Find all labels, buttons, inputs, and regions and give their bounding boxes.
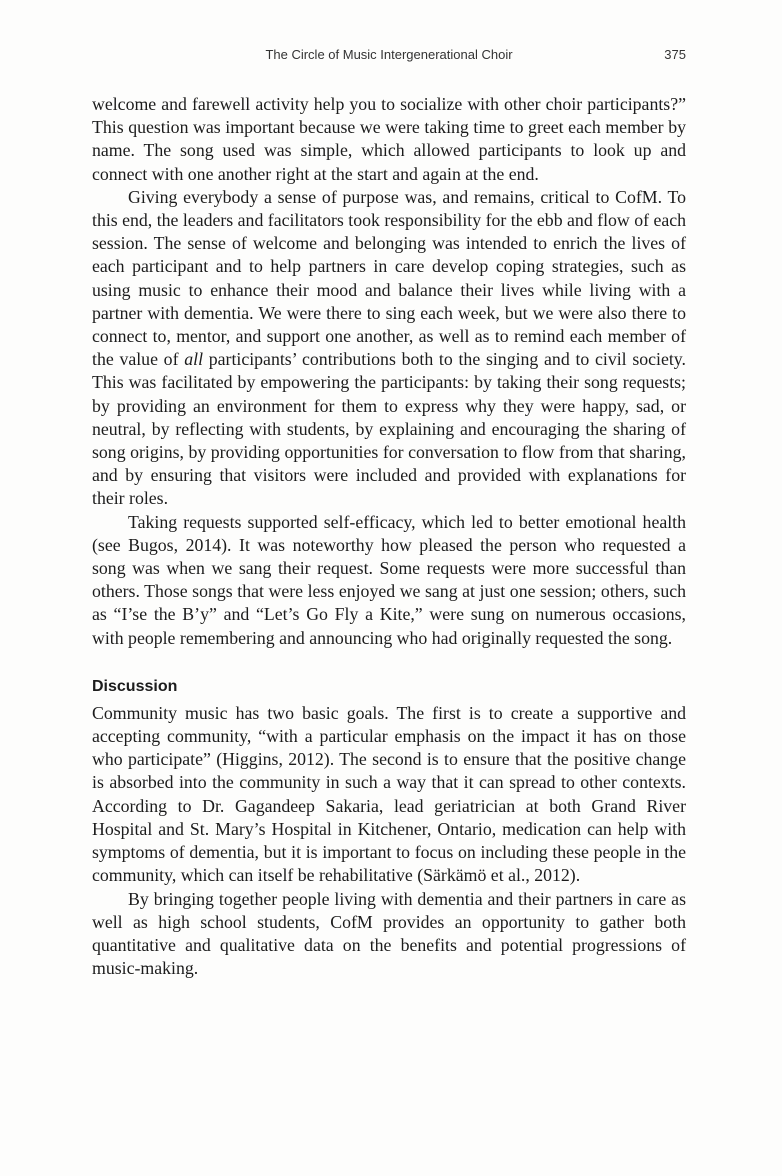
body-text <box>92 93 686 980</box>
paragraph-sense-of-purpose-part-2: participants’ contributions both to the singing and to civil society. This was facilitated by empowering the participants: by taking their song requests; by providing an environment for them to express why they were happy, sad, or neutral, by reflecting with students, by explaining and encouraging the sharing of song origins, by providing opportunities for conversation to flow from that sharing, and by ensuring that visitors were included and provided with explanations for their roles. <box>92 349 686 509</box>
section-heading-discussion: Discussion <box>92 677 178 695</box>
paragraph-sense-of-purpose <box>92 186 686 511</box>
paragraph-welcome-continued: welcome and farewell activity help you to socialize with other choir participants?” This question was important because we were taking time to greet each member by name. The song used was simple, which allowed participants to look up and connect with one another right at the start and again at the end. <box>92 94 686 184</box>
page-number: 375 <box>664 47 686 62</box>
paragraph-community-music: Community music has two basic goals. The first is to create a supportive and accepting community, “with a particular emphasis on the impact it has on those who participate” (Higgins, 2012). The second is to ensure that the positive change is absorbed into the community in such a way that it can spread to other contexts. According to Dr. Gagandeep Sakaria, lead geriatrician at both Grand River Hospital and St. Mary’s Hospital in Kitchener, Ontario, medication can help with symptoms of dementia, but it is important to focus on including these people in the community, which can itself be rehabilitative (Särkämö et al., 2012). <box>92 702 686 886</box>
emphasis-all: all <box>184 349 204 370</box>
running-head <box>92 47 686 69</box>
paragraph-sense-of-purpose-part-1: Giving everybody a sense of purpose was, and remains, critical to CofM. To this end, the leaders and facilitators took responsibility for the ebb and flow of each session. The sense of welcome and belonging was intended to enrich the lives of each participant and to help partners in care develop coping strategies, such as using music to enhance their mood and balance their lives while living with a partner with dementia. We were there to sing each week, but we were also there to connect to, mentor, and support one another, as well as to remind each member of the value of <box>92 186 687 370</box>
paragraph-taking-requests: Taking requests supported self-efficacy, which led to better emotional health (see Bugos, 2014). It was noteworthy how pleased the person who requested a song was when we sang their request. Some requests were more successful than others. Those songs that were less enjoyed we sang at just one session; others, such as “I’se the B’y” and “Let’s Go Fly a Kite,” were sung on numerous occasions, with people remembering and announcing who had originally requested the song. <box>92 511 686 648</box>
running-title: The Circle of Music Intergenerational Choir <box>265 47 513 62</box>
paragraph-bringing-together: By bringing together people living with dementia and their partners in care as well as high school students, CofM provides an opportunity to gather both quantitative and qualitative data on the benefits and potential progressions of music-making. <box>92 888 686 979</box>
